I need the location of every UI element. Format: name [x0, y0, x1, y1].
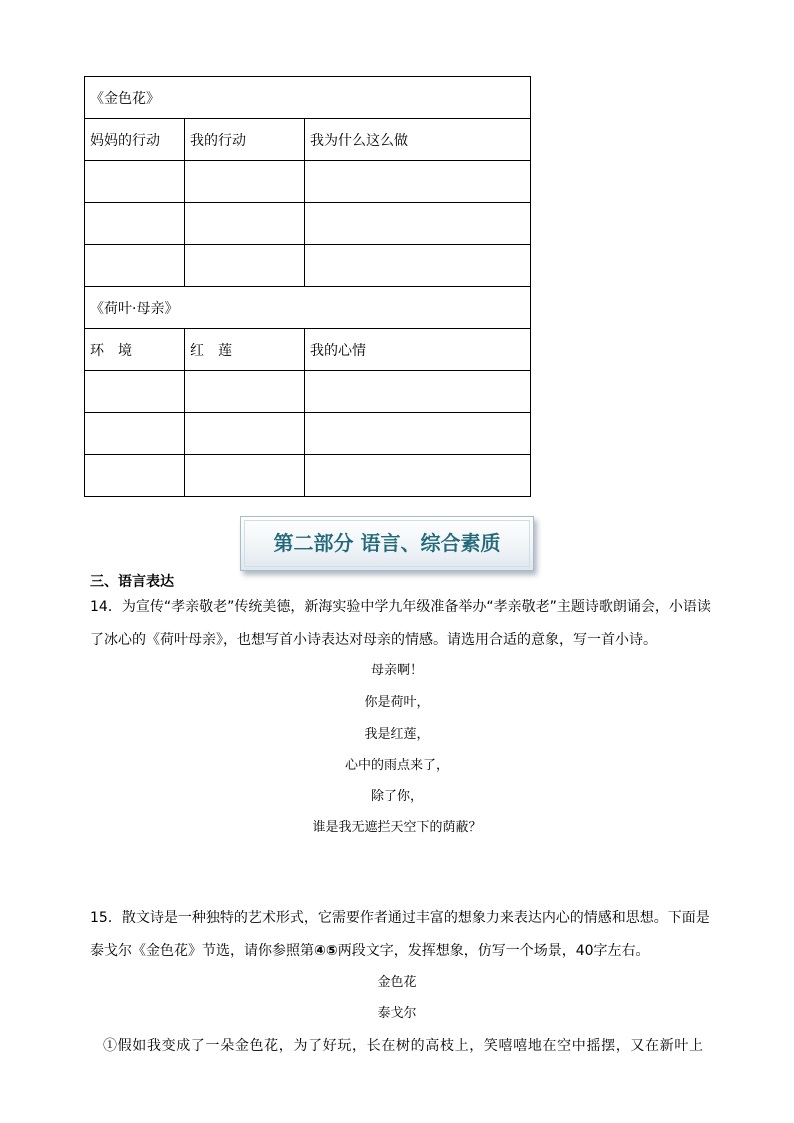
excerpt-author: 泰戈尔: [377, 1006, 417, 1021]
golden-flower-title: 《金色花》: [85, 77, 531, 119]
poem-line: 你是荷叶，: [364, 695, 430, 710]
answer-cell: [305, 245, 531, 287]
answer-cell: [305, 203, 531, 245]
answer-cell: [185, 203, 305, 245]
reading-worksheet-table: [84, 76, 531, 497]
table-row: [85, 77, 531, 119]
header-red-lotus: 红 莲: [185, 329, 305, 371]
answer-cell: [305, 161, 531, 203]
answer-cell: [185, 161, 305, 203]
answer-cell: [185, 455, 305, 497]
answer-cell: [85, 245, 185, 287]
answer-cell: [85, 455, 185, 497]
poem-line: 心中的雨点来了，: [344, 758, 449, 773]
table-row: [85, 203, 531, 245]
answer-cell: [305, 371, 531, 413]
answer-cell: [185, 413, 305, 455]
answer-cell: [305, 413, 531, 455]
answer-cell: [305, 455, 531, 497]
answer-cell: [85, 413, 185, 455]
table-row: [85, 245, 531, 287]
answer-cell: [185, 245, 305, 287]
table-header-row: [85, 329, 531, 371]
excerpt-paragraph-1: ①假如我变成了一朵金色花，为了好玩，长在树的高枝上，笑嘻嘻地在空中摇摆，又在新叶上: [103, 1038, 703, 1054]
header-environment: 环 境: [85, 329, 185, 371]
table-row: [85, 287, 531, 329]
lotus-mother-title: 《荷叶·母亲》: [85, 287, 531, 329]
table-row: [85, 413, 531, 455]
q15-line-2-end: 两段文字，发挥想象，仿写一个场景，40字左右。: [337, 943, 650, 959]
q14-line-2: 了冰心的《荷叶母亲》，也想写首小诗表达对母亲的情感。请选用合适的意象，写一首小诗。: [90, 632, 657, 648]
q14-line-1: 14．为宣传“孝亲敬老”传统美德，新海实验中学九年级准备举办“孝亲敬老”主题诗歌朗诵会，小语读: [90, 599, 711, 615]
table-row: [85, 371, 531, 413]
header-mother-action: 妈妈的行动: [85, 119, 185, 161]
q15-line-2-start: 泰戈尔《金色花》节选，请你参照第: [90, 943, 314, 959]
answer-cell: [185, 371, 305, 413]
table-row: [85, 161, 531, 203]
excerpt-title: 金色花: [377, 975, 417, 990]
header-why: 我为什么这么做: [305, 119, 531, 161]
banner-frame: [244, 520, 530, 567]
poem-line: 母亲啊！: [370, 663, 423, 678]
q15-paragraph-numbers: ④⑤: [314, 943, 338, 959]
section-heading: 三、语言表达: [90, 574, 174, 590]
q15-line-2: [90, 941, 703, 961]
answer-cell: [85, 371, 185, 413]
banner-title: 第二部分 语言、综合素质: [273, 531, 501, 555]
poem-line: 除了你，: [370, 789, 423, 804]
header-my-feeling: 我的心情: [305, 329, 531, 371]
answer-cell: [85, 203, 185, 245]
poem-line: 我是红莲，: [364, 727, 430, 742]
table-header-row: [85, 119, 531, 161]
header-my-action: 我的行动: [185, 119, 305, 161]
table-row: [85, 455, 531, 497]
poem-line: 谁是我无遮拦天空下的荫蔽？: [312, 820, 482, 835]
answer-cell: [85, 161, 185, 203]
part-two-banner: [240, 516, 534, 571]
q15-line-1: 15．散文诗是一种独特的艺术形式，它需要作者通过丰富的想象力来表达内心的情感和思想。下面是: [90, 910, 710, 926]
